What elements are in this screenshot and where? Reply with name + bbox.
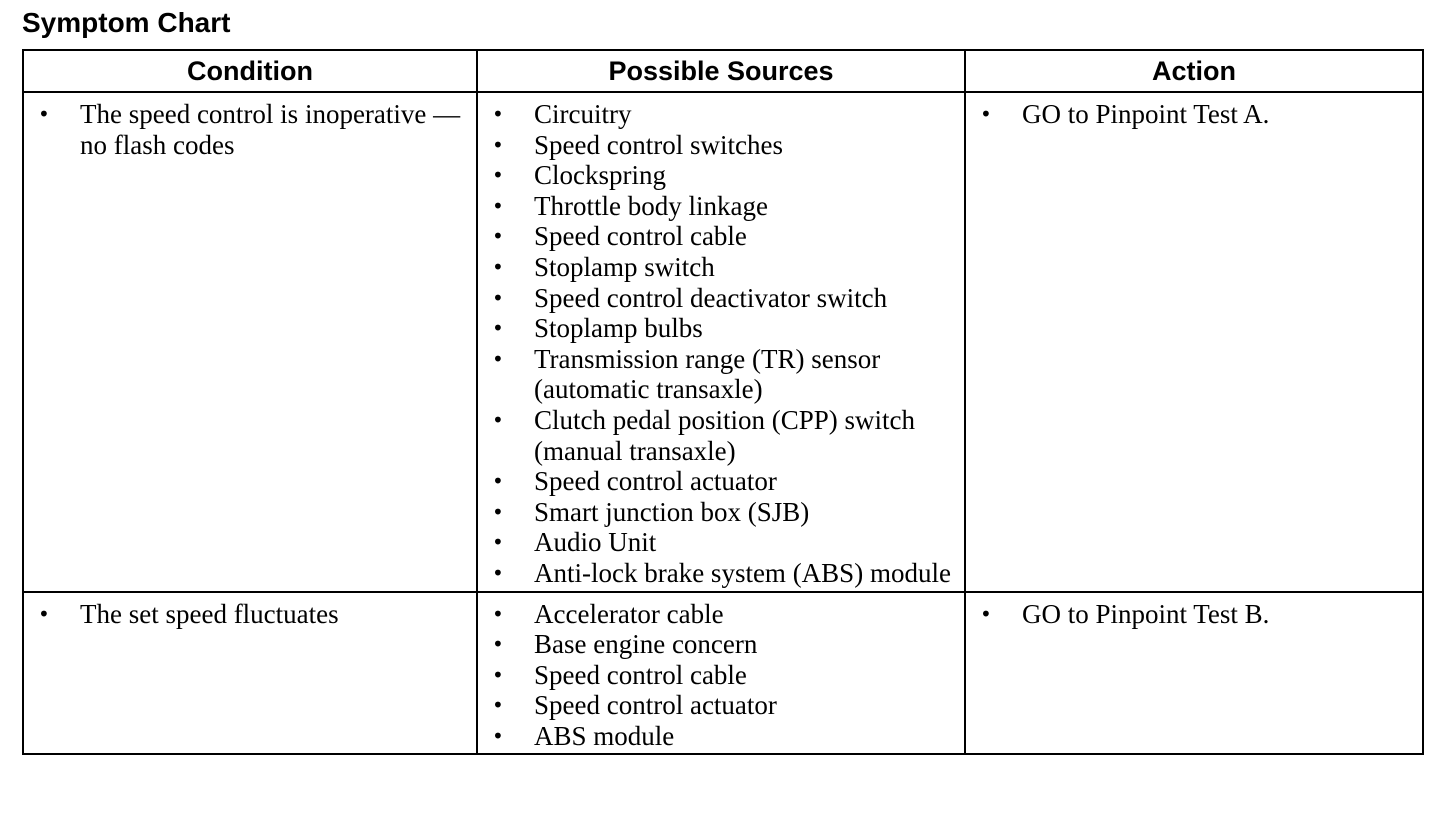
header-condition: Condition	[23, 50, 477, 92]
list-item: • Speed control actuator	[484, 690, 958, 721]
header-action: Action	[965, 50, 1423, 92]
list-item: • Speed control deactivator switch	[484, 283, 958, 314]
list-item: • GO to Pinpoint Test A.	[972, 99, 1416, 130]
condition-list	[30, 599, 470, 630]
condition-cell	[23, 92, 477, 592]
list-item: • Clutch pedal position (CPP) switch (manual transaxle)	[484, 405, 958, 466]
header-row	[23, 50, 1423, 92]
list-item: • Throttle body linkage	[484, 191, 958, 222]
action-list	[972, 599, 1416, 630]
list-item: • GO to Pinpoint Test B.	[972, 599, 1416, 630]
table-row	[23, 592, 1423, 755]
list-item: • Clockspring	[484, 160, 958, 191]
symptom-table	[22, 49, 1424, 755]
chart-title: Symptom Chart	[22, 7, 231, 38]
list-item: • ABS module	[484, 721, 958, 752]
list-item: • Circuitry	[484, 99, 958, 130]
sources-cell	[477, 92, 965, 592]
header-possible-sources: Possible Sources	[477, 50, 965, 92]
list-item: • Speed control cable	[484, 660, 958, 691]
list-item: • Stoplamp bulbs	[484, 313, 958, 344]
action-list	[972, 99, 1416, 130]
list-item: • Anti-lock brake system (ABS) module	[484, 558, 958, 589]
list-item: • Audio Unit	[484, 527, 958, 558]
sources-list	[484, 99, 958, 589]
condition-list	[30, 99, 470, 160]
action-cell	[965, 92, 1423, 592]
list-item: • The set speed fluctuates	[30, 599, 470, 630]
list-item: • Speed control cable	[484, 221, 958, 252]
sources-list	[484, 599, 958, 752]
sources-cell	[477, 592, 965, 755]
list-item: • Speed control actuator	[484, 466, 958, 497]
list-item: • Speed control switches	[484, 130, 958, 161]
list-item: • Transmission range (TR) sensor (automatic transaxle)	[484, 344, 958, 405]
list-item: • Stoplamp switch	[484, 252, 958, 283]
table-row	[23, 92, 1423, 592]
list-item: • Smart junction box (SJB)	[484, 497, 958, 528]
list-item: • Base engine concern	[484, 629, 958, 660]
list-item: • Accelerator cable	[484, 599, 958, 630]
list-item: • The speed control is inoperative — no flash codes	[30, 99, 470, 160]
condition-cell	[23, 592, 477, 755]
action-cell	[965, 592, 1423, 755]
